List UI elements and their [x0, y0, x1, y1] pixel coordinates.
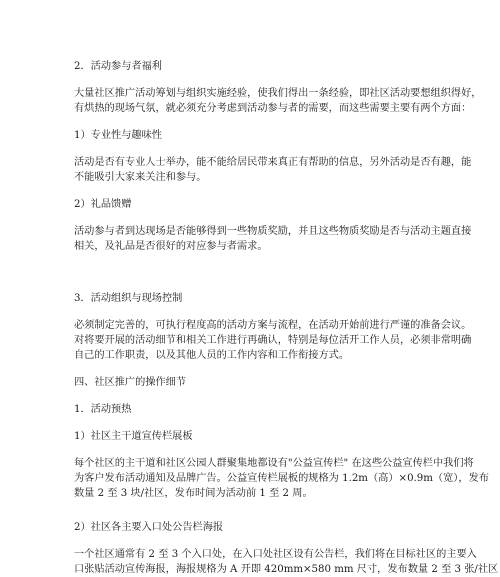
- section-heading: 2．活动参与者福利: [74, 61, 162, 72]
- paragraph-line: 大量社区推广活动筹划与组织实施经验，使我们得出一条经验，即社区活动要想组织得好，: [74, 88, 482, 99]
- subsection-heading: 1）专业性与趣味性: [74, 130, 162, 141]
- paragraph-line: 对将要开展的活动细节和相关工作进行再确认，特别是每位活开工作人员，必须非常明确: [74, 335, 472, 346]
- paragraph-line: 必须制定完善的，可执行程度高的活动方案与流程，在活动开始前进行严谨的准备会议。: [74, 320, 472, 331]
- paragraph-line: 有烘热的现场气氛，就必须充分考虑到活动参与者的需要，而这些需要主要有两个方面：: [74, 103, 472, 114]
- paragraph-line: 每个社区的主干道和社区公园人群聚集地都设有"公益宣传栏" 在这些公益宣传栏中我们将: [74, 458, 474, 469]
- paragraph-line: 不能吸引大家来关注和参与。: [74, 172, 207, 183]
- subsection-heading: 1）社区主干道宣传栏展板: [74, 431, 193, 442]
- section-heading: 1．活动预热: [74, 404, 132, 415]
- paragraph-line: 活动是否有专业人士举办，能不能给居民带来真正有帮助的信息，另外活动是否有趣，能: [74, 157, 472, 168]
- paragraph-line: 相关，及礼品是否很好的对应参与者需求。: [74, 241, 268, 252]
- paragraph-line: 活动参与者到达现场是否能够得到一些物质奖励，并且这些物质奖励是否与活动主题直接: [74, 226, 472, 237]
- paragraph-line: 口张贴活动宣传海报，海报规格为 A 开即 420mm×580 mm 尺寸，发布数量 2 至 3 张/社区: [74, 564, 499, 575]
- chapter-heading: 四、社区推广的操作细节: [74, 377, 187, 388]
- paragraph-line: 一个社区通常有 2 至 3 个入口处，在入口处社区设有公告栏，我们将在目标社区的主要入: [74, 549, 477, 560]
- section-heading: 3．活动组织与现场控制: [74, 293, 183, 304]
- subsection-heading: 2）社区各主要入口处公告栏海报: [74, 522, 224, 533]
- subsection-heading: 2）礼品馈赠: [74, 199, 132, 210]
- paragraph-line: 数量 2 至 3 块/社区，发布时间为活动前 1 至 2 周。: [74, 488, 313, 499]
- paragraph-line: 为客户发布活动通知及品牌广告。公益宣传栏展板的规格为 1.2m（高）×0.9m（宽），发布: [74, 473, 489, 484]
- paragraph-line: 自己的工作职责，以及其他人员的工作内容和工作衔接方式。: [74, 350, 350, 361]
